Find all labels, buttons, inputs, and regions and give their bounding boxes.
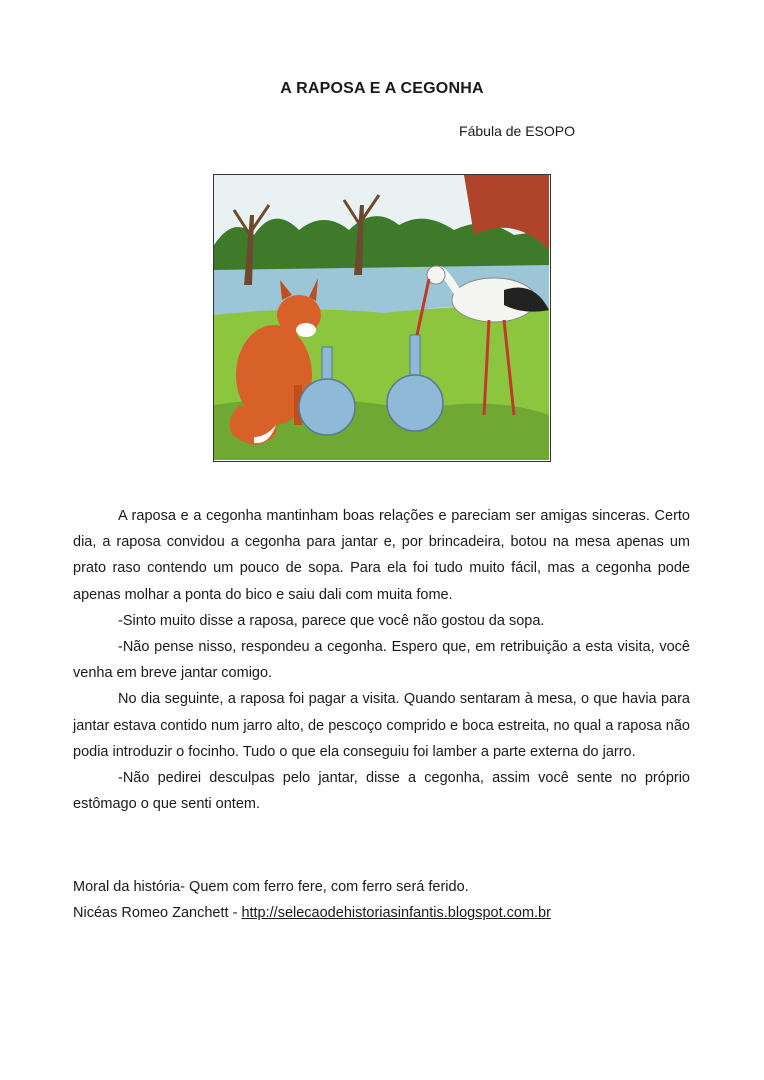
story-paragraph: -Não pedirei desculpas pelo jantar, disse a cegonha, assim você sente no próprio estômago o que senti ontem. bbox=[73, 770, 690, 813]
story-text bbox=[73, 503, 690, 817]
illustration-svg bbox=[214, 175, 549, 460]
document-subtitle: Fábula de ESOPO bbox=[459, 123, 575, 139]
blog-link[interactable]: http://selecaodehistoriasinfantis.blogspot.com.br bbox=[241, 905, 551, 922]
story-paragraph: A raposa e a cegonha mantinham boas relações e pareciam ser amigas sinceras. Certo dia, a raposa convidou a cegonha para jantar e, por brincadeira, botou na mesa apenas um prato raso contendo um pouco de sopa. Para ela foi tudo muito fácil, mas a cegonha pode apenas molhar a ponta do bico e saiu dali com muita fome. bbox=[73, 508, 690, 603]
jar-left bbox=[299, 379, 355, 435]
fox-muzzle bbox=[296, 323, 316, 337]
footer bbox=[73, 874, 690, 926]
jar-right bbox=[387, 375, 443, 431]
jar-neck-right bbox=[410, 335, 420, 379]
story-paragraph: -Não pense nisso, respondeu a cegonha. Espero que, em retribuição a esta visita, você venha em breve jantar comigo. bbox=[73, 639, 690, 682]
author-line bbox=[73, 900, 690, 926]
story-paragraph: -Sinto muito disse a raposa, parece que você não gostou da sopa. bbox=[118, 612, 545, 629]
moral-line: Moral da história- Quem com ferro fere, com ferro será ferido. bbox=[73, 879, 469, 895]
author-name: Nicéas Romeo Zanchett - bbox=[73, 905, 242, 922]
story-paragraph: No dia seguinte, a raposa foi pagar a visita. Quando sentaram à mesa, o que havia para jantar estava contido num jarro alto, de pescoço comprido e boca estreita, no qual a raposa não podia introduzir o focinho. Tudo o que ela conseguiu foi lamber a parte externa do jarro. bbox=[73, 691, 690, 760]
jar-neck-left bbox=[322, 347, 332, 381]
fox-and-stork-illustration bbox=[213, 174, 551, 462]
document-title: A RAPOSA E A CEGONHA bbox=[280, 80, 484, 97]
